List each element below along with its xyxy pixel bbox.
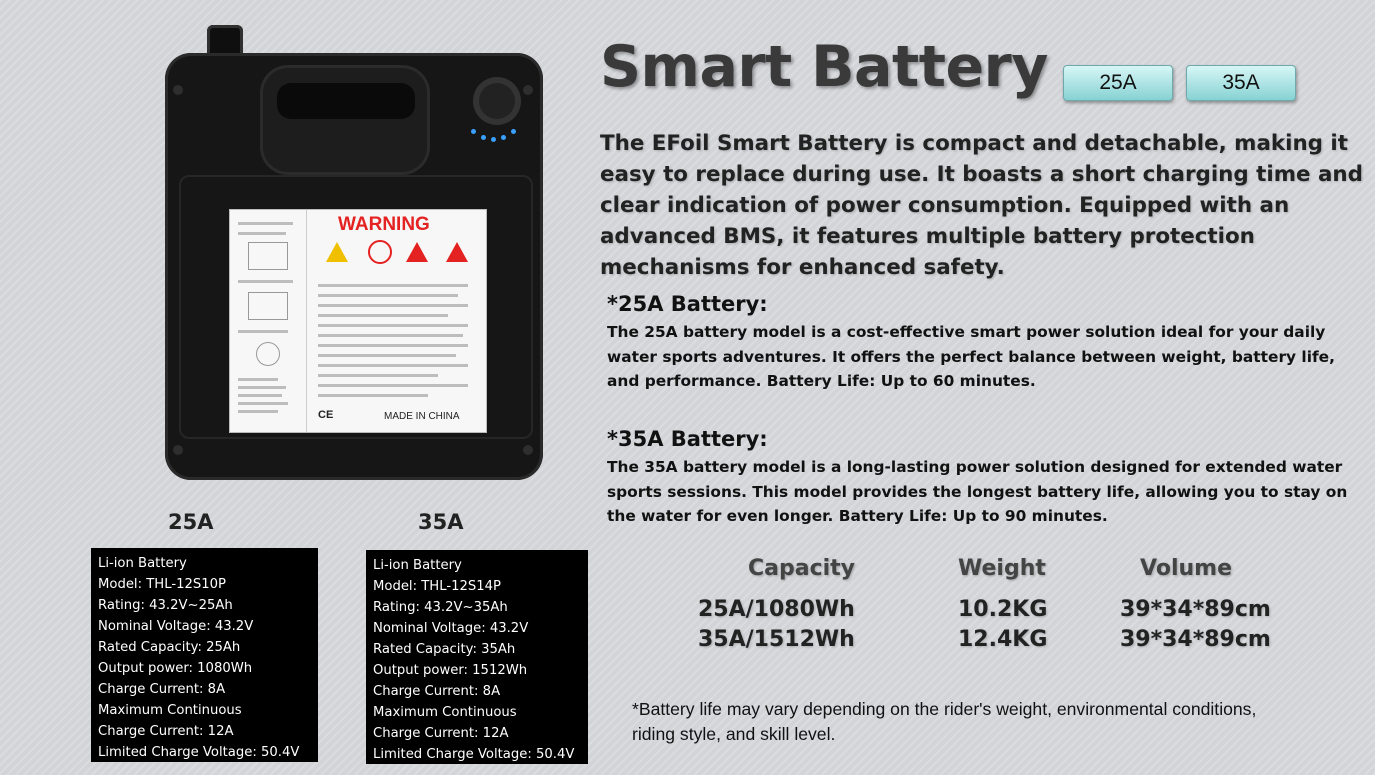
page-title: Smart Battery xyxy=(600,34,1048,100)
spec-line: Li-ion Battery xyxy=(98,556,187,571)
section-body-25a: The 25A battery model is a cost-effective smart power solution ideal for your daily water sports adventures. It offers the perfect balance between weight, battery life, and performance. Battery Life: Up to 60 minutes. xyxy=(607,323,1335,390)
intro-paragraph: The EFoil Smart Battery is compact and detachable, making it easy to replace during use. It boasts a short charging time and clear indication of power consumption. Equipped with an advanced BMS, it features multiple battery protection mechanisms for enhanced safety. xyxy=(600,131,1363,280)
led-indicator xyxy=(511,129,516,134)
led-indicator xyxy=(471,129,476,134)
ce-mark: CE xyxy=(318,409,334,421)
tab-35a[interactable]: 35A xyxy=(1186,65,1296,101)
supervision-icon xyxy=(446,242,468,262)
spec-line: Rated Capacity: 25Ah xyxy=(98,640,241,655)
spec-line: Model: THL-12S14P xyxy=(373,579,501,594)
spec-line: Limited Charge Voltage: 50.4V xyxy=(98,745,300,760)
table-cell: 39*34*89cm xyxy=(1120,597,1271,622)
screw xyxy=(523,85,533,95)
spec-line: Rating: 43.2V~35Ah xyxy=(373,600,508,615)
table-header-capacity: Capacity xyxy=(748,556,856,581)
table-cell: 39*34*89cm xyxy=(1120,627,1271,652)
footnote: *Battery life may vary depending on the rider's weight, environmental conditions, riding style, and skill level. xyxy=(632,699,1257,744)
screw xyxy=(173,445,183,455)
screw xyxy=(523,445,533,455)
spec-line: Model: THL-12S10P xyxy=(98,577,226,592)
variant-label-35a: 35A xyxy=(418,510,464,534)
spec-line: Charge Current: 12A xyxy=(98,724,234,739)
battery-image xyxy=(165,25,543,480)
section-body-35a: The 35A battery model is a long-lasting power solution designed for extended water sports sessions. This model provides the longest battery life, allowing you to stay on the water for even longer. Battery Life: Up to 90 minutes. xyxy=(607,458,1348,525)
label-instructions xyxy=(230,210,307,432)
spec-line: Charge Current: 8A xyxy=(98,682,226,697)
table-cell: 25A/1080Wh xyxy=(698,597,855,622)
made-in-label: MADE IN CHINA xyxy=(384,411,460,422)
spec-line: Output power: 1512Wh xyxy=(373,663,528,678)
spec-line: Nominal Voltage: 43.2V xyxy=(373,621,529,636)
spec-line: Output power: 1080Wh xyxy=(98,661,253,676)
spec-line: Rated Capacity: 35Ah xyxy=(373,642,516,657)
battery-handle xyxy=(260,65,430,175)
spec-line: Charge Current: 12A xyxy=(373,726,509,741)
section-heading-25a: *25A Battery: xyxy=(607,292,768,316)
table-cell: 35A/1512Wh xyxy=(698,627,855,652)
handle-grip-hole xyxy=(277,83,415,119)
spec-line: Rating: 43.2V~25Ah xyxy=(98,598,233,613)
tab-25a[interactable]: 25A xyxy=(1063,65,1173,101)
spec-box-35a xyxy=(366,550,588,764)
spec-line: Nominal Voltage: 43.2V xyxy=(98,619,254,634)
spec-box-25a xyxy=(91,548,318,762)
screw xyxy=(173,85,183,95)
flammable-icon xyxy=(406,242,428,262)
led-indicator xyxy=(491,137,496,142)
table-header-weight: Weight xyxy=(958,556,1046,581)
led-indicator xyxy=(481,135,486,140)
spec-line: Maximum Continuous xyxy=(98,703,242,718)
section-heading-35a: *35A Battery: xyxy=(607,427,768,451)
warning-icon xyxy=(326,242,348,262)
power-dial xyxy=(473,77,521,125)
spec-line: Charge Current: 8A xyxy=(373,684,501,699)
led-indicator xyxy=(501,135,506,140)
spec-line: Li-ion Battery xyxy=(373,558,462,573)
spec-line: Maximum Continuous xyxy=(373,705,517,720)
table-header-volume: Volume xyxy=(1140,556,1232,581)
table-cell: 10.2KG xyxy=(958,597,1048,622)
table-cell: 12.4KG xyxy=(958,627,1048,652)
variant-label-25a: 25A xyxy=(168,510,214,534)
no-drop-icon xyxy=(368,240,392,264)
warning-title: WARNING xyxy=(338,214,430,235)
spec-line: Limited Charge Voltage: 50.4V xyxy=(373,747,575,762)
warning-label xyxy=(229,209,487,433)
